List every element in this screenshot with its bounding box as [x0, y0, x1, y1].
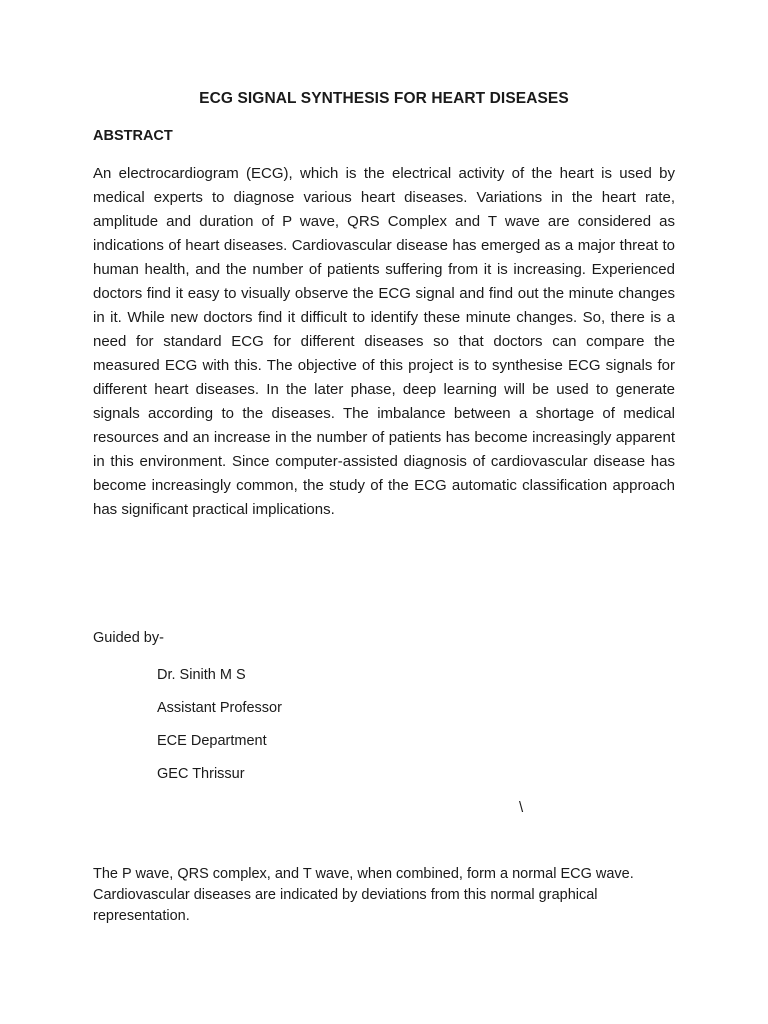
closing-paragraph: The P wave, QRS complex, and T wave, when combined, form a normal ECG wave. Cardiovascular diseases are indicated by deviations from this normal graphical representation.: [93, 866, 634, 924]
stray-backslash-mark: \: [519, 799, 524, 816]
guided-by-label: Guided by-: [93, 630, 164, 646]
abstract-paragraph: An electrocardiogram (ECG), which is the electrical activity of the heart is used by medical experts to diagnose various heart diseases. Variations in the heart rate, amplitude and duration of P wave, QRS Complex and T wave are considered as indications of heart diseases. Cardiovascular disease has emerged as a major threat to human health, and the number of patients suffering from it is increasing. Experienced doctors find it easy to visually observe the ECG signal and find out the minute changes in it. While new doctors find it difficult to identify these minute changes. So, there is a need for standard ECG for different diseases so that doctors can compare the measured ECG with this. The objective of this project is to synthesise ECG signals for different heart diseases. In the later phase, deep learning will be used to generate signals according to the diseases. The imbalance between a shortage of medical resources and an increase in the number of patients has become increasingly apparent in this environment. Since computer-assisted diagnosis of cardiovascular disease has become increasingly common, the study of the ECG automatic classification approach has significant practical implications.: [93, 165, 675, 518]
guide-institution: GEC Thrissur: [157, 766, 245, 782]
guide-name: Dr. Sinith M S: [157, 667, 246, 683]
guide-department: ECE Department: [157, 733, 267, 749]
abstract-heading: ABSTRACT: [93, 128, 173, 144]
guide-designation: Assistant Professor: [157, 700, 282, 716]
document-title: ECG SIGNAL SYNTHESIS FOR HEART DISEASES: [199, 90, 569, 107]
